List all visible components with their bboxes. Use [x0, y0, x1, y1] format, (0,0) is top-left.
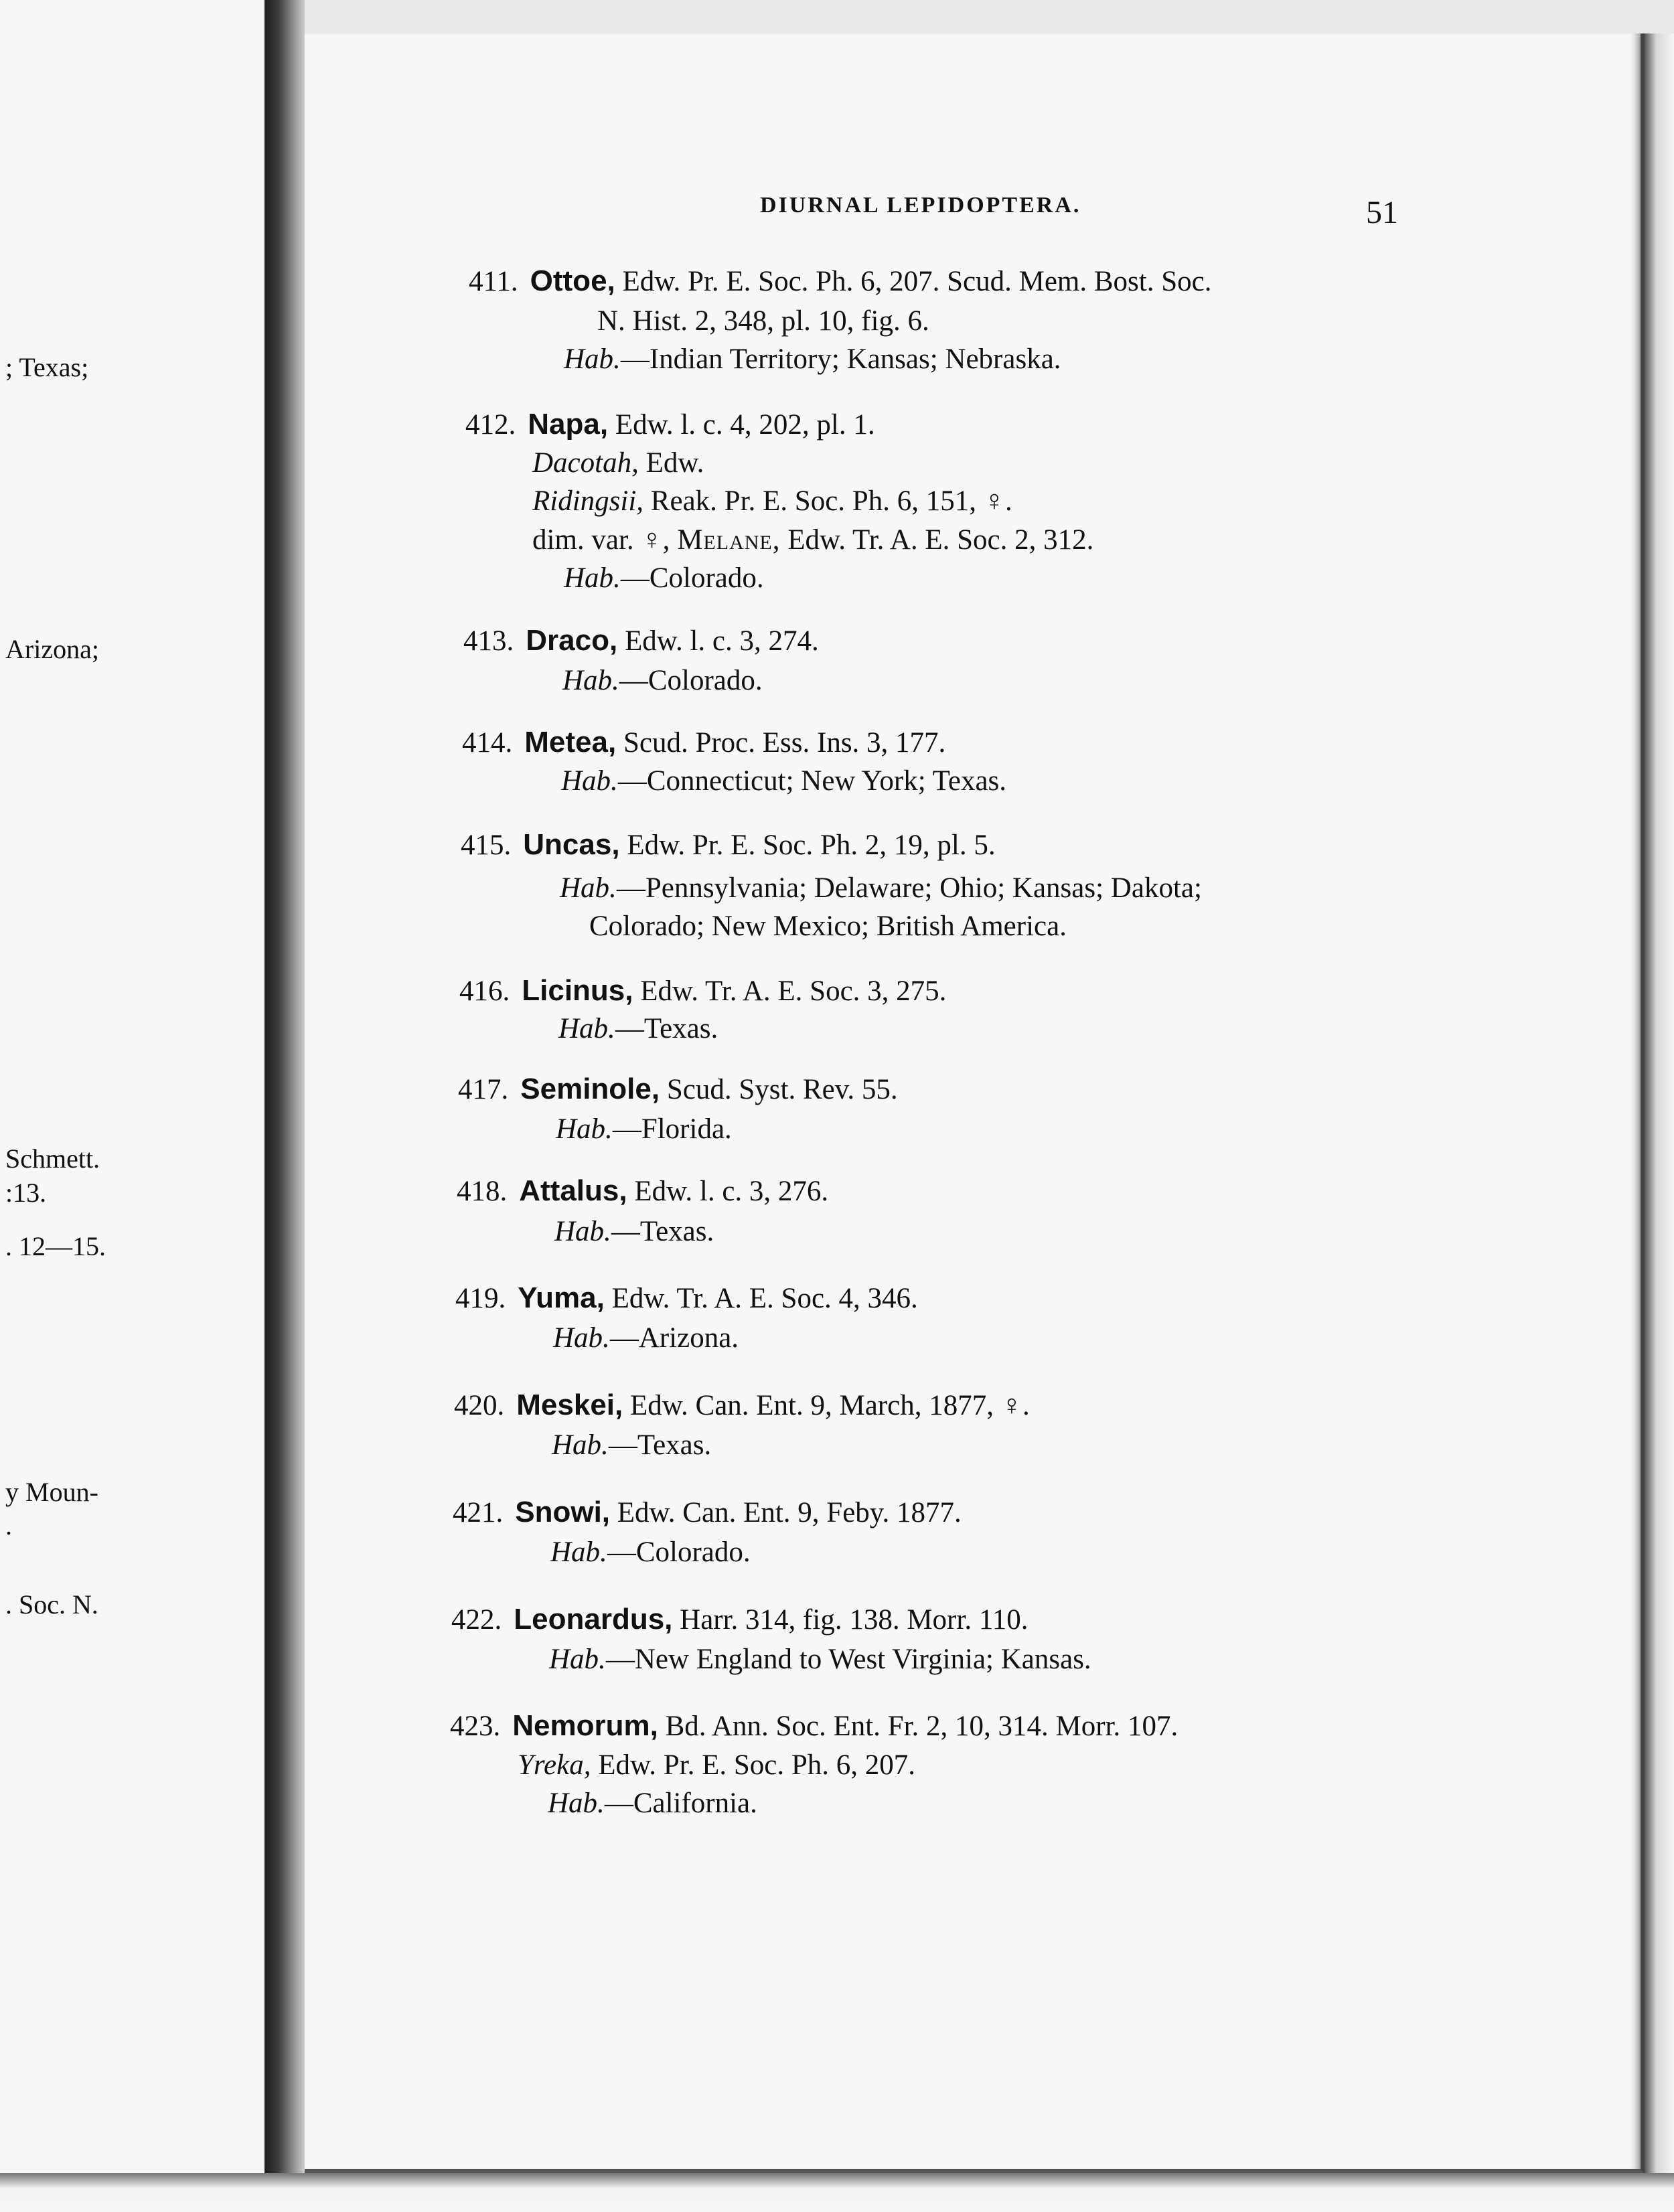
entry-422	[451, 1605, 1028, 1634]
entry-number: 415.	[461, 830, 512, 861]
left-fragment: Schmett.	[5, 1143, 100, 1174]
species-name: Draco,	[526, 624, 618, 657]
species-name: Attalus,	[519, 1174, 627, 1207]
species-name: Napa,	[528, 408, 609, 441]
habitat: —Connecticut; New York; Texas.	[617, 765, 1007, 797]
habitat-line	[553, 1324, 739, 1352]
habitat: —Texas.	[608, 1429, 712, 1461]
citation: Edw. Can. Ent. 9, March, 1877, ♀.	[629, 1390, 1030, 1421]
habitat: —Arizona.	[609, 1322, 739, 1354]
left-fragment: . Soc. N.	[5, 1589, 98, 1620]
habitat-line	[564, 564, 764, 592]
hab-label: Hab.	[554, 1216, 611, 1247]
habitat: —Pennsylvania; Delaware; Ohio; Kansas; Dakota;	[616, 872, 1202, 904]
habitat: —Indian Territory; Kansas; Nebraska.	[620, 343, 1061, 375]
habitat: —New England to West Virginia; Kansas.	[605, 1644, 1091, 1675]
entry-number: 421.	[453, 1497, 504, 1528]
left-fragment: ; Texas;	[5, 352, 89, 382]
synonym-citation: Edw.	[638, 447, 704, 479]
synonym-line	[518, 1751, 915, 1780]
entry-414	[462, 728, 945, 757]
citation: Edw. Tr. A. E. Soc. 4, 346.	[611, 1283, 918, 1314]
species-name: Metea,	[524, 726, 617, 759]
habitat-line	[564, 345, 1061, 374]
species-name: Leonardus,	[514, 1603, 673, 1636]
habitat-line	[548, 1789, 757, 1818]
variety-citation: Edw. Tr. A. E. Soc. 2, 312.	[780, 524, 1094, 556]
hab-label: Hab.	[564, 343, 621, 375]
entry-number: 411.	[469, 266, 518, 297]
habitat: —Texas.	[615, 1013, 718, 1044]
species-name: Nemorum,	[512, 1709, 658, 1742]
habitat-line	[554, 1217, 714, 1246]
citation: Edw. Pr. E. Soc. Ph. 2, 19, pl. 5.	[627, 830, 996, 861]
species-name: Meskei,	[516, 1389, 623, 1421]
entry-421	[453, 1498, 962, 1527]
habitat: —Texas.	[611, 1216, 714, 1247]
habitat-line	[562, 666, 763, 695]
citation: Edw. Can. Ent. 9, Feby. 1877.	[617, 1497, 962, 1528]
entry-412	[465, 410, 875, 439]
page-edge-bottom	[0, 2173, 1674, 2212]
synonym-name: Yreka,	[518, 1749, 591, 1781]
entry-number: 416.	[459, 975, 510, 1007]
habitat-line	[560, 874, 1202, 902]
hab-label: Hab.	[561, 765, 618, 797]
synonym-line	[532, 449, 704, 477]
hab-label: Hab.	[560, 872, 617, 904]
hab-label: Hab.	[549, 1644, 606, 1675]
habitat-line	[561, 767, 1006, 795]
species-name: Seminole,	[520, 1073, 660, 1105]
citation: Bd. Ann. Soc. Ent. Fr. 2, 10, 314. Morr. 107.	[665, 1711, 1178, 1742]
habitat-line	[552, 1431, 711, 1459]
variety-line	[532, 526, 1093, 554]
entry-415	[461, 830, 996, 860]
entry-419	[455, 1283, 918, 1313]
habitat: —Colorado.	[620, 562, 764, 594]
citation: Scud. Syst. Rev. 55.	[666, 1074, 898, 1105]
left-fragment: . 12—15.	[5, 1231, 106, 1261]
entry-number: 420.	[454, 1390, 505, 1421]
page-number: 51	[1366, 195, 1398, 230]
citation: Edw. l. c. 3, 276.	[634, 1176, 829, 1207]
entry-420	[454, 1391, 1030, 1420]
habitat-line	[550, 1538, 751, 1567]
entry-number: 414.	[462, 727, 513, 759]
entry-number: 423.	[450, 1711, 501, 1742]
species-name: Uncas,	[523, 828, 620, 861]
entry-number: 419.	[455, 1283, 506, 1314]
citation: Scud. Proc. Ess. Ins. 3, 177.	[623, 727, 946, 759]
entry-416	[459, 976, 946, 1006]
habitat: —Florida.	[612, 1113, 732, 1145]
habitat-line	[558, 1014, 718, 1043]
citation: Edw. Pr. E. Soc. Ph. 6, 207. Scud. Mem. Bost. Soc.	[622, 266, 1212, 297]
entry-418	[457, 1176, 828, 1206]
left-fragment: y Moun-	[5, 1477, 98, 1507]
book-gutter	[264, 0, 305, 2212]
entry-411	[469, 266, 1211, 296]
species-name: Snowi,	[515, 1496, 611, 1528]
entry-413	[463, 626, 819, 655]
hab-label: Hab.	[562, 665, 619, 696]
hab-label: Hab.	[550, 1536, 607, 1568]
hab-label: Hab.	[556, 1113, 613, 1145]
entry-number: 422.	[451, 1604, 502, 1636]
citation: Edw. Tr. A. E. Soc. 3, 275.	[640, 975, 947, 1007]
entry-number: 417.	[458, 1074, 509, 1105]
page-edge-right	[1645, 33, 1674, 2173]
citation: Edw. l. c. 3, 274.	[624, 625, 819, 657]
habitat-continuation: Colorado; New Mexico; British America.	[589, 911, 1067, 942]
hab-label: Hab.	[558, 1013, 615, 1044]
entry-number: 413.	[463, 625, 514, 657]
habitat: —California.	[604, 1788, 757, 1819]
habitat: —Colorado.	[607, 1536, 751, 1568]
citation: Edw. l. c. 4, 202, pl. 1.	[615, 409, 875, 441]
running-head: DIURNAL LEPIDOPTERA.	[760, 193, 1081, 218]
species-name: Ottoe,	[530, 264, 615, 297]
species-name: Licinus,	[522, 974, 633, 1007]
synonym-name: Ridingsii,	[532, 485, 644, 517]
synonym-citation: Reak. Pr. E. Soc. Ph. 6, 151, ♀.	[643, 485, 1012, 517]
citation: Harr. 314, fig. 138. Morr. 110.	[680, 1604, 1029, 1636]
entry-number: 412.	[465, 409, 516, 441]
habitat-line	[549, 1645, 1091, 1674]
hab-label: Hab.	[552, 1429, 609, 1461]
synonym-line	[532, 487, 1012, 516]
variety-prefix: dim. var. ♀,	[532, 524, 678, 556]
entry-417	[458, 1075, 898, 1104]
species-name: Yuma,	[518, 1281, 605, 1314]
hab-label: Hab.	[564, 562, 621, 594]
left-facing-page	[0, 0, 269, 2212]
left-fragment: .	[5, 1510, 12, 1540]
hab-label: Hab.	[553, 1322, 610, 1354]
variety-name: Melane,	[677, 524, 781, 556]
entry-number: 418.	[457, 1176, 508, 1207]
synonym-citation: Edw. Pr. E. Soc. Ph. 6, 207.	[591, 1749, 916, 1781]
hab-label: Hab.	[548, 1788, 605, 1819]
left-fragment: :13.	[5, 1178, 47, 1208]
left-fragment: Arizona;	[5, 634, 99, 664]
synonym-name: Dacotah,	[532, 447, 639, 479]
entry-423	[450, 1711, 1178, 1741]
habitat: —Colorado.	[619, 665, 763, 696]
habitat-line	[556, 1115, 732, 1143]
citation-continuation: N. Hist. 2, 348, pl. 10, fig. 6.	[597, 305, 929, 337]
